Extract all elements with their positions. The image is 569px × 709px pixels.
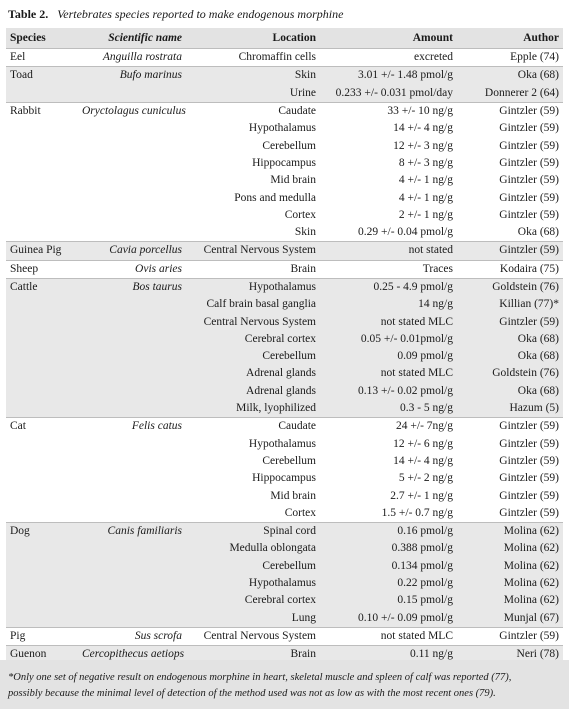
cell-amount: 0.388 pmol/g (320, 540, 457, 557)
cell-amount: 33 +/- 10 ng/g (320, 102, 457, 120)
cell-amount: 0.25 - 4.9 pmol/g (320, 278, 457, 296)
cell-location: Brain (186, 646, 320, 664)
cell-author: Gintzler (59) (457, 102, 563, 120)
cell-species (6, 436, 78, 453)
cell-author: Oka (68) (457, 67, 563, 85)
table-row (6, 102, 563, 120)
cell-species (6, 505, 78, 523)
cell-species (6, 487, 78, 504)
cell-author: Gintzler (59) (457, 505, 563, 523)
cell-scientific-name (78, 436, 186, 453)
cell-location: Hippocampus (186, 155, 320, 172)
cell-author: Molina (62) (457, 523, 563, 541)
table-row (6, 470, 563, 487)
table-row (6, 575, 563, 592)
cell-amount: 0.10 +/- 0.09 pmol/g (320, 610, 457, 628)
cell-scientific-name (78, 540, 186, 557)
cell-species (6, 348, 78, 365)
cell-author: Donnerer 2 (64) (457, 85, 563, 103)
cell-author: Hazum (5) (457, 400, 563, 418)
cell-amount: 4 +/- 1 ng/g (320, 172, 457, 189)
cell-scientific-name (78, 331, 186, 348)
cell-location: Adrenal glands (186, 365, 320, 382)
cell-amount: not stated MLC (320, 365, 457, 382)
cell-amount: 0.05 +/- 0.01pmol/g (320, 331, 457, 348)
table-row (6, 505, 563, 523)
cell-location: Cerebellum (186, 348, 320, 365)
cell-author: Gintzler (59) (457, 207, 563, 224)
cell-location: Cerebral cortex (186, 592, 320, 609)
cell-author: Oka (68) (457, 331, 563, 348)
cell-scientific-name (78, 137, 186, 154)
cell-amount: 12 +/- 6 ng/g (320, 436, 457, 453)
cell-author: Gintzler (59) (457, 313, 563, 330)
cell-species (6, 120, 78, 137)
cell-species (6, 189, 78, 206)
cell-author: Oka (68) (457, 383, 563, 400)
cell-species (6, 155, 78, 172)
cell-scientific-name (78, 383, 186, 400)
cell-amount: 4 +/- 1 ng/g (320, 189, 457, 206)
cell-author: Gintzler (59) (457, 172, 563, 189)
cell-amount: 1.5 +/- 0.7 ng/g (320, 505, 457, 523)
cell-location: Central Nervous System (186, 313, 320, 330)
table-row (6, 331, 563, 348)
cell-author: Oka (68) (457, 224, 563, 242)
cell-location: Caudate (186, 418, 320, 436)
cell-species (6, 400, 78, 418)
cell-location: Brain (186, 260, 320, 278)
cell-author: Gintzler (59) (457, 189, 563, 206)
table-row (6, 120, 563, 137)
cell-scientific-name (78, 610, 186, 628)
table-row (6, 313, 563, 330)
cell-author: Gintzler (59) (457, 627, 563, 645)
table-row (6, 400, 563, 418)
table-row (6, 523, 563, 541)
cell-author: Gintzler (59) (457, 470, 563, 487)
cell-species (6, 365, 78, 382)
cell-scientific-name: Cercopithecus aetiops (78, 646, 186, 664)
table-row (6, 348, 563, 365)
cell-location: Hippocampus (186, 470, 320, 487)
cell-scientific-name (78, 453, 186, 470)
cell-scientific-name (78, 348, 186, 365)
table-header (6, 28, 563, 49)
table-row (6, 453, 563, 470)
cell-species: Sheep (6, 260, 78, 278)
cell-location: Adrenal glands (186, 383, 320, 400)
cell-species (6, 313, 78, 330)
table-row (6, 418, 563, 436)
cell-location: Lung (186, 610, 320, 628)
footnote-line-1: *Only one set of negative result on endogenous morphine in heart, skeletal muscle and spleen of calf was reported (77), (8, 672, 512, 683)
cell-location: Hypothalamus (186, 436, 320, 453)
table-row (6, 592, 563, 609)
cell-location: Hypothalamus (186, 120, 320, 137)
cell-author: Gintzler (59) (457, 487, 563, 504)
cell-amount: 12 +/- 3 ng/g (320, 137, 457, 154)
cell-scientific-name: Bufo marinus (78, 67, 186, 85)
cell-location: Mid brain (186, 172, 320, 189)
cell-location: Cortex (186, 505, 320, 523)
cell-location: Pons and medulla (186, 189, 320, 206)
cell-species (6, 453, 78, 470)
cell-amount: 14 ng/g (320, 296, 457, 313)
cell-scientific-name: Sus scrofa (78, 627, 186, 645)
table-row (6, 207, 563, 224)
header-row (6, 28, 563, 49)
cell-species (6, 540, 78, 557)
cell-author: Gintzler (59) (457, 418, 563, 436)
cell-author: Goldstein (76) (457, 365, 563, 382)
table-row (6, 278, 563, 296)
cell-author: Oka (68) (457, 348, 563, 365)
cell-location: Milk, lyophilized (186, 400, 320, 418)
cell-amount: 14 +/- 4 ng/g (320, 453, 457, 470)
cell-amount: 2.7 +/- 1 ng/g (320, 487, 457, 504)
cell-amount: excreted (320, 49, 457, 67)
table-row (6, 67, 563, 85)
cell-amount: Traces (320, 260, 457, 278)
table-number: Table 2. (8, 7, 49, 21)
table-row (6, 189, 563, 206)
cell-location: Skin (186, 67, 320, 85)
cell-scientific-name: Bos taurus (78, 278, 186, 296)
cell-scientific-name (78, 575, 186, 592)
cell-species: Cat (6, 418, 78, 436)
cell-author: Gintzler (59) (457, 436, 563, 453)
table-title: Vertebrates species reported to make endogenous morphine (57, 7, 344, 21)
cell-scientific-name (78, 296, 186, 313)
cell-author: Molina (62) (457, 558, 563, 575)
cell-location: Central Nervous System (186, 627, 320, 645)
cell-location: Spinal cord (186, 523, 320, 541)
cell-scientific-name (78, 365, 186, 382)
cell-scientific-name (78, 85, 186, 103)
cell-author: Molina (62) (457, 575, 563, 592)
cell-species: Cattle (6, 278, 78, 296)
cell-species (6, 207, 78, 224)
cell-location: Urine (186, 85, 320, 103)
cell-author: Gintzler (59) (457, 453, 563, 470)
cell-amount: not stated MLC (320, 627, 457, 645)
cell-species: Dog (6, 523, 78, 541)
cell-author: Epple (74) (457, 49, 563, 67)
cell-location: Cerebral cortex (186, 331, 320, 348)
cell-scientific-name: Canis familiaris (78, 523, 186, 541)
cell-location: Cortex (186, 207, 320, 224)
table-row (6, 383, 563, 400)
cell-author: Molina (62) (457, 592, 563, 609)
cell-location: Calf brain basal ganglia (186, 296, 320, 313)
cell-author: Munjal (67) (457, 610, 563, 628)
table-row (6, 436, 563, 453)
table-row (6, 155, 563, 172)
cell-scientific-name: Anguilla rostrata (78, 49, 186, 67)
cell-author: Gintzler (59) (457, 242, 563, 260)
table-row (6, 610, 563, 628)
cell-author: Goldstein (76) (457, 278, 563, 296)
cell-amount: not stated MLC (320, 313, 457, 330)
header-amount: Amount (320, 28, 457, 49)
cell-amount: 8 +/- 3 ng/g (320, 155, 457, 172)
cell-amount: 2 +/- 1 ng/g (320, 207, 457, 224)
cell-species (6, 558, 78, 575)
cell-amount: 0.134 pmol/g (320, 558, 457, 575)
header-species: Species (6, 28, 78, 49)
cell-location: Hypothalamus (186, 278, 320, 296)
cell-location: Caudate (186, 102, 320, 120)
cell-species: Eel (6, 49, 78, 67)
cell-author: Molina (62) (457, 540, 563, 557)
table-row (6, 224, 563, 242)
cell-species: Pig (6, 627, 78, 645)
cell-location: Cerebellum (186, 558, 320, 575)
table-row (6, 260, 563, 278)
cell-location: Cerebellum (186, 137, 320, 154)
table-row (6, 627, 563, 645)
header-scientific-name: Scientific name (78, 28, 186, 49)
table-row (6, 558, 563, 575)
cell-species (6, 331, 78, 348)
table-row (6, 296, 563, 313)
header-author: Author (457, 28, 563, 49)
cell-species (6, 224, 78, 242)
cell-scientific-name (78, 155, 186, 172)
cell-amount: 14 +/- 4 ng/g (320, 120, 457, 137)
table-row (6, 172, 563, 189)
cell-scientific-name (78, 487, 186, 504)
cell-scientific-name (78, 592, 186, 609)
cell-location: Hypothalamus (186, 575, 320, 592)
cell-amount: 0.29 +/- 0.04 pmol/g (320, 224, 457, 242)
header-location: Location (186, 28, 320, 49)
cell-species (6, 470, 78, 487)
cell-species (6, 610, 78, 628)
cell-location: Mid brain (186, 487, 320, 504)
morphine-species-table (6, 28, 563, 663)
cell-species (6, 85, 78, 103)
cell-author: Kodaira (75) (457, 260, 563, 278)
cell-amount: 0.3 - 5 ng/g (320, 400, 457, 418)
cell-author: Gintzler (59) (457, 137, 563, 154)
table-caption (0, 0, 569, 28)
cell-scientific-name (78, 313, 186, 330)
cell-scientific-name: Felis catus (78, 418, 186, 436)
table-footnote (0, 660, 569, 709)
cell-species (6, 172, 78, 189)
cell-amount: 3.01 +/- 1.48 pmol/g (320, 67, 457, 85)
cell-location: Medulla oblongata (186, 540, 320, 557)
cell-amount: 0.233 +/- 0.031 pmol/day (320, 85, 457, 103)
cell-amount: not stated (320, 242, 457, 260)
table-row (6, 487, 563, 504)
cell-scientific-name: Cavia porcellus (78, 242, 186, 260)
cell-species: Guenon (6, 646, 78, 664)
cell-author: Killian (77)* (457, 296, 563, 313)
cell-amount: 0.22 pmol/g (320, 575, 457, 592)
table-row (6, 85, 563, 103)
footnote-line-2: possibly because the minimal level of detection of the method used was not as low as with the most recent ones (79). (8, 688, 496, 699)
table-row (6, 242, 563, 260)
cell-species: Toad (6, 67, 78, 85)
table-row (6, 49, 563, 67)
cell-amount: 5 +/- 2 ng/g (320, 470, 457, 487)
cell-species (6, 296, 78, 313)
cell-amount: 0.11 ng/g (320, 646, 457, 664)
cell-amount: 24 +/- 7ng/g (320, 418, 457, 436)
cell-species (6, 383, 78, 400)
table-body (6, 49, 563, 664)
cell-scientific-name (78, 224, 186, 242)
cell-species (6, 575, 78, 592)
cell-species: Guinea Pig (6, 242, 78, 260)
cell-scientific-name (78, 505, 186, 523)
cell-amount: 0.16 pmol/g (320, 523, 457, 541)
cell-author: Gintzler (59) (457, 120, 563, 137)
cell-species (6, 137, 78, 154)
cell-location: Chromaffin cells (186, 49, 320, 67)
cell-author: Neri (78) (457, 646, 563, 664)
table-row (6, 137, 563, 154)
cell-amount: 0.15 pmol/g (320, 592, 457, 609)
cell-scientific-name (78, 189, 186, 206)
data-table-container (6, 28, 563, 663)
cell-scientific-name: Ovis aries (78, 260, 186, 278)
cell-scientific-name (78, 120, 186, 137)
cell-scientific-name (78, 558, 186, 575)
cell-species (6, 592, 78, 609)
cell-author: Gintzler (59) (457, 155, 563, 172)
cell-amount: 0.13 +/- 0.02 pmol/g (320, 383, 457, 400)
cell-location: Skin (186, 224, 320, 242)
cell-scientific-name (78, 400, 186, 418)
cell-scientific-name (78, 172, 186, 189)
table-row (6, 365, 563, 382)
table-row (6, 540, 563, 557)
cell-amount: 0.09 pmol/g (320, 348, 457, 365)
cell-species: Rabbit (6, 102, 78, 120)
cell-scientific-name (78, 207, 186, 224)
cell-location: Cerebellum (186, 453, 320, 470)
cell-location: Central Nervous System (186, 242, 320, 260)
cell-scientific-name (78, 470, 186, 487)
cell-scientific-name: Oryctolagus cuniculus (78, 102, 186, 120)
